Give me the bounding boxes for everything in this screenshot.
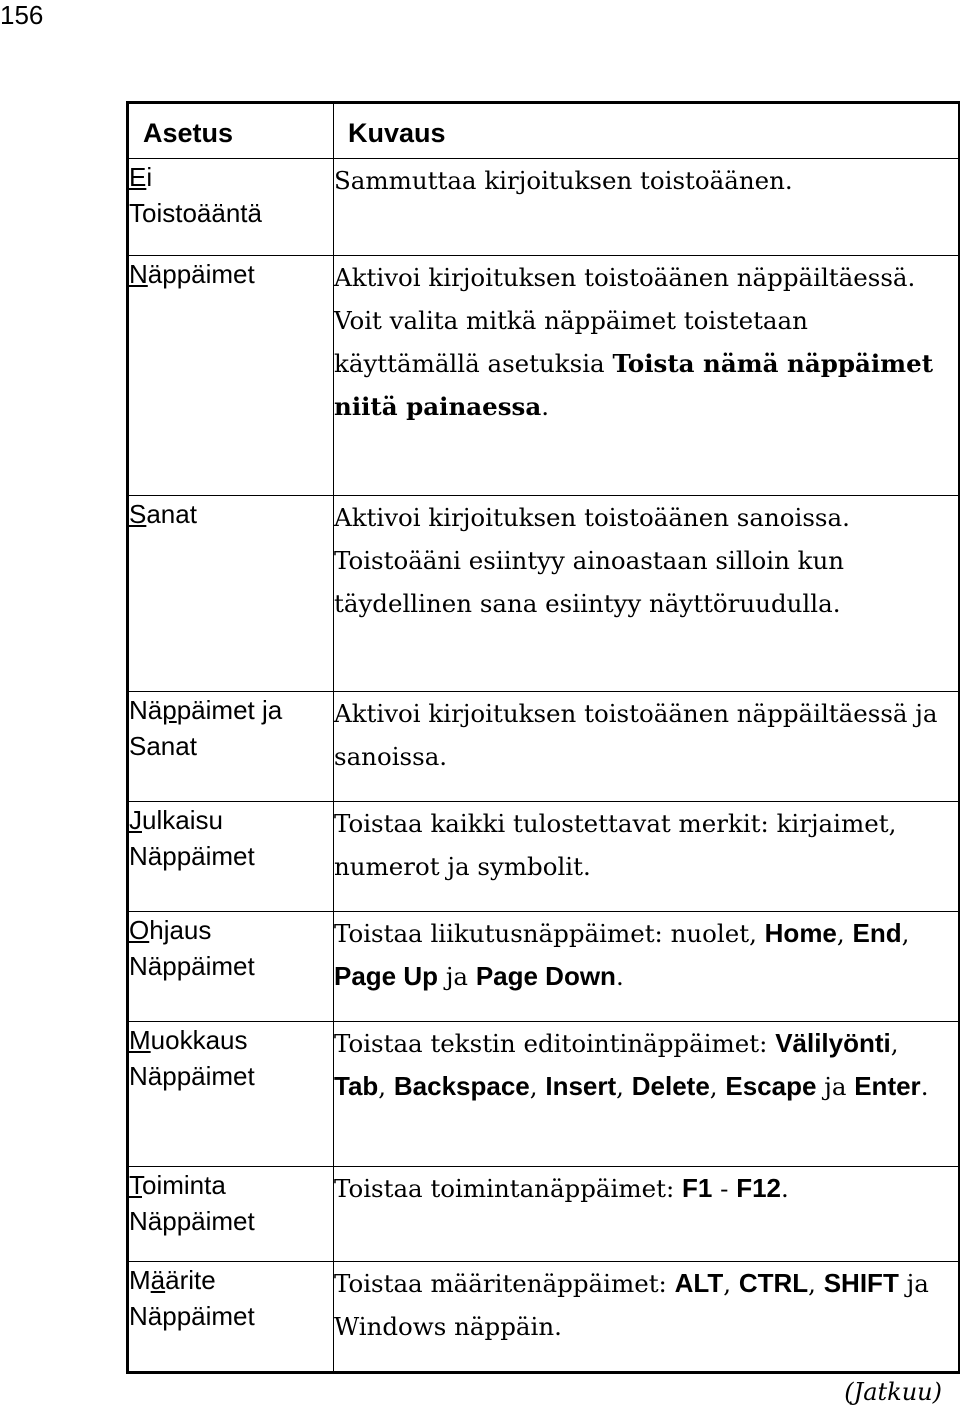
setting-description: Aktivoi kirjoituksen toistoäänen näppäiltäessä ja sanoissa. [334,692,960,802]
table-row [128,256,960,496]
setting-description: Sammuttaa kirjoituksen toistoäänen. [334,159,960,256]
setting-description: Toistaa tekstin editointinäppäimet: Välilyönti, Tab, Backspace, Insert, Delete, Escape ja Enter. [334,1022,960,1167]
setting-description: Aktivoi kirjoituksen toistoäänen näppäiltäessä. Voit valita mitkä näppäimet toistetaan käyttämällä asetuksia Toista nämä näppäimet niitä painaessa. [334,256,960,496]
column-header-description: Kuvaus [334,103,960,159]
setting-description: Toistaa määritenäppäimet: ALT, CTRL, SHIFT ja Windows näppäin. [334,1262,960,1373]
setting-description: Aktivoi kirjoituksen toistoäänen sanoissa. Toistoääni esiintyy ainoastaan silloin kun täydellinen sana esiintyy näyttöruudulla. [334,496,960,692]
table-row [128,802,960,912]
table-row [128,1022,960,1167]
table-row [128,159,960,256]
setting-name: Ohjaus Näppäimet [128,912,334,1022]
settings-table [126,101,960,1374]
table-row [128,1262,960,1373]
table-row [128,912,960,1022]
table-header-row [128,103,960,159]
setting-name: Toiminta Näppäimet [128,1167,334,1262]
table-row [128,692,960,802]
setting-name: Ei Toistoääntä [128,159,334,256]
setting-name: Muokkaus Näppäimet [128,1022,334,1167]
setting-description: Toistaa liikutusnäppäimet: nuolet, Home, End, Page Up ja Page Down. [334,912,960,1022]
setting-name: Sanat [128,496,334,692]
column-header-setting: Asetus [128,103,334,159]
setting-name: Määrite Näppäimet [128,1262,334,1373]
table-row [128,1167,960,1262]
setting-name: Näppäimet [128,256,334,496]
continued-note: (Jatkuu) [844,1378,942,1406]
table-row [128,496,960,692]
setting-description: Toistaa toimintanäppäimet: F1 - F12. [334,1167,960,1262]
setting-description: Toistaa kaikki tulostettavat merkit: kirjaimet, numerot ja symbolit. [334,802,960,912]
page-number: 156 [0,0,44,30]
setting-name: Julkaisu Näppäimet [128,802,334,912]
setting-name: Näppäimet ja Sanat [128,692,334,802]
